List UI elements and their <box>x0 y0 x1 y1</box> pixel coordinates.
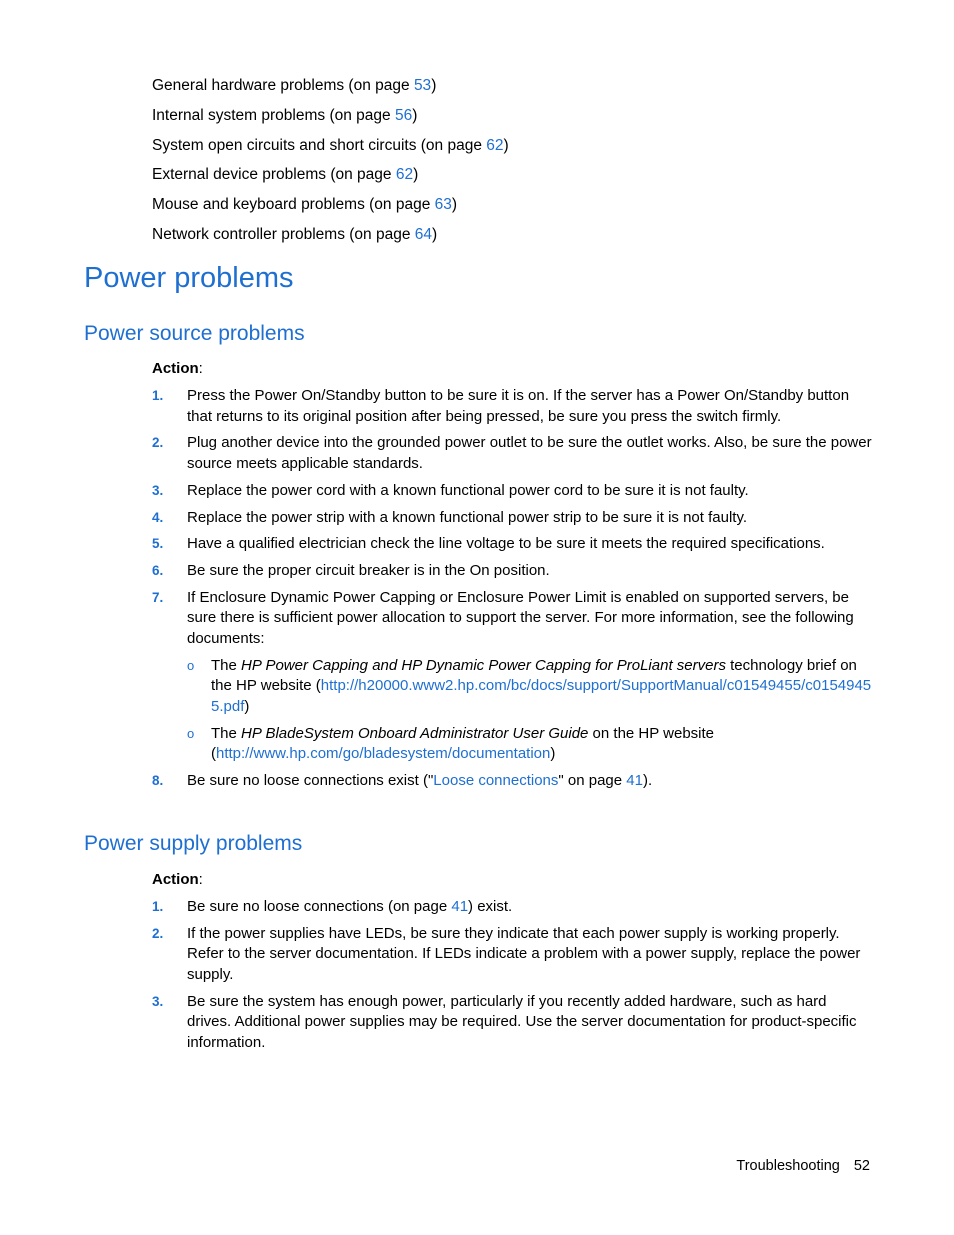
document-references <box>187 656 872 765</box>
action-label: Action: <box>152 871 203 888</box>
page-heading: Power problems <box>84 262 294 294</box>
page-link[interactable]: 56 <box>394 106 413 124</box>
list-item: 2. If the power supplies have LEDs, be sure they indicate that each power supply is working properly. Refer to the server documentation. If LEDs indicate a problem with a power supply, replace the power supply. <box>152 924 861 983</box>
footer-section: Troubleshooting <box>736 1158 840 1174</box>
bullet-icon: o <box>187 657 195 673</box>
list-item: 2. Plug another device into the grounded power outlet to be sure the outlet works. Also, be sure the power source meets applicable standards. <box>152 434 872 472</box>
section-heading-power-supply: Power supply problems <box>84 832 303 855</box>
step-number: 1. <box>152 388 164 403</box>
section-heading-power-source: Power source problems <box>84 322 305 345</box>
step-number: 7. <box>152 589 164 605</box>
step-number: 5. <box>152 536 164 552</box>
step-number: 2. <box>152 925 164 941</box>
page-link[interactable]: 41 <box>626 772 643 789</box>
bullet-icon: o <box>187 725 195 741</box>
page-footer <box>736 1158 870 1174</box>
page-number: 52 <box>853 1158 870 1174</box>
list-item: 1. Press the Power On/Standby button to be sure it is on. If the server has a Power On/Standby button that returns to its original position after being pressed, be sure you press the switch firmly. <box>152 387 850 425</box>
sub-list-item: o The HP Power Capping and HP Dynamic Power Capping for ProLiant servers technology brief on the HP website (http://h20000.www2.hp.com/bc/docs/support/SupportManual/c01549455/c01549455.pdf) <box>187 656 872 715</box>
toc-item: Internal system problems (on page 56) <box>152 106 418 124</box>
toc-item: Network controller problems (on page 64) <box>152 225 438 243</box>
toc-item: General hardware problems (on page 53) <box>152 77 437 94</box>
sub-list-item: o The HP BladeSystem Onboard Administrator User Guide on the HP website (http://www.hp.com/go/bladesystem/documentation) <box>187 724 715 763</box>
toc-item: System open circuits and short circuits (on page 62) <box>152 136 509 154</box>
step-number: 2. <box>152 435 164 451</box>
list-item: 8. Be sure no loose connections exist ("Loose connections" on page 41). <box>152 771 872 792</box>
url-link[interactable]: http://h20000.www2.hp.com/bc/docs/support/SupportManual/c01549455/c01549455.pdf <box>211 677 872 715</box>
step-number: 8. <box>152 773 164 788</box>
step-number: 3. <box>152 482 164 498</box>
list-item: 6. Be sure the proper circuit breaker is in the On position. <box>152 561 872 582</box>
list-item: 3. Be sure the system has enough power, particularly if you recently added hardware, such as hard drives. Additional power supplies may be required. Use the server documentation for product-specific information. <box>152 992 857 1051</box>
power-source-steps <box>152 386 872 798</box>
related-topics-list <box>152 74 509 253</box>
list-item: 7. If Enclosure Dynamic Power Capping or Enclosure Power Limit is enabled on supported servers, be sure there is sufficient power allocation to support the server. For more information, see the following documents: o The HP Power Capping and HP Dynamic Power Capping for ProLiant servers technology brief on the HP website (http://h20000.www2.hp.com/bc/docs/support/SupportManual/c01549455/c01549455.pdf) o The HP BladeSystem Onboard Administrator User Guide on the HP website (http://www.hp.com/go/bladesystem/documentation) <box>152 588 872 765</box>
list-item: 5. Have a qualified electrician check the line voltage to be sure it meets the required specifications. <box>152 534 872 555</box>
action-label: Action: <box>152 360 203 377</box>
toc-item: Mouse and keyboard problems (on page 63) <box>152 196 458 214</box>
page-link[interactable]: 63 <box>434 196 452 214</box>
step-number: 4. <box>152 509 164 525</box>
loose-connections-link[interactable]: Loose connections <box>433 772 559 789</box>
step-number: 6. <box>152 563 164 579</box>
page-link[interactable]: 41 <box>451 898 469 915</box>
list-item: 3. Replace the power cord with a known functional power cord to be sure it is not faulty. <box>152 481 872 502</box>
page-link[interactable]: 62 <box>486 136 504 154</box>
list-item: 1. Be sure no loose connections (on page 41) exist. <box>152 897 872 918</box>
power-supply-steps <box>152 897 872 1060</box>
list-item: 4. Replace the power strip with a known functional power strip to be sure it is not faulty. <box>152 508 872 529</box>
page-link[interactable]: 62 <box>395 166 414 184</box>
url-link[interactable]: http://www.hp.com/go/bladesystem/documentation <box>216 745 551 763</box>
toc-item: External device problems (on page 62) <box>152 166 419 184</box>
step-number: 1. <box>152 899 164 914</box>
page-link[interactable]: 64 <box>414 225 433 243</box>
step-number: 3. <box>152 993 164 1009</box>
page-link[interactable]: 53 <box>413 77 432 94</box>
